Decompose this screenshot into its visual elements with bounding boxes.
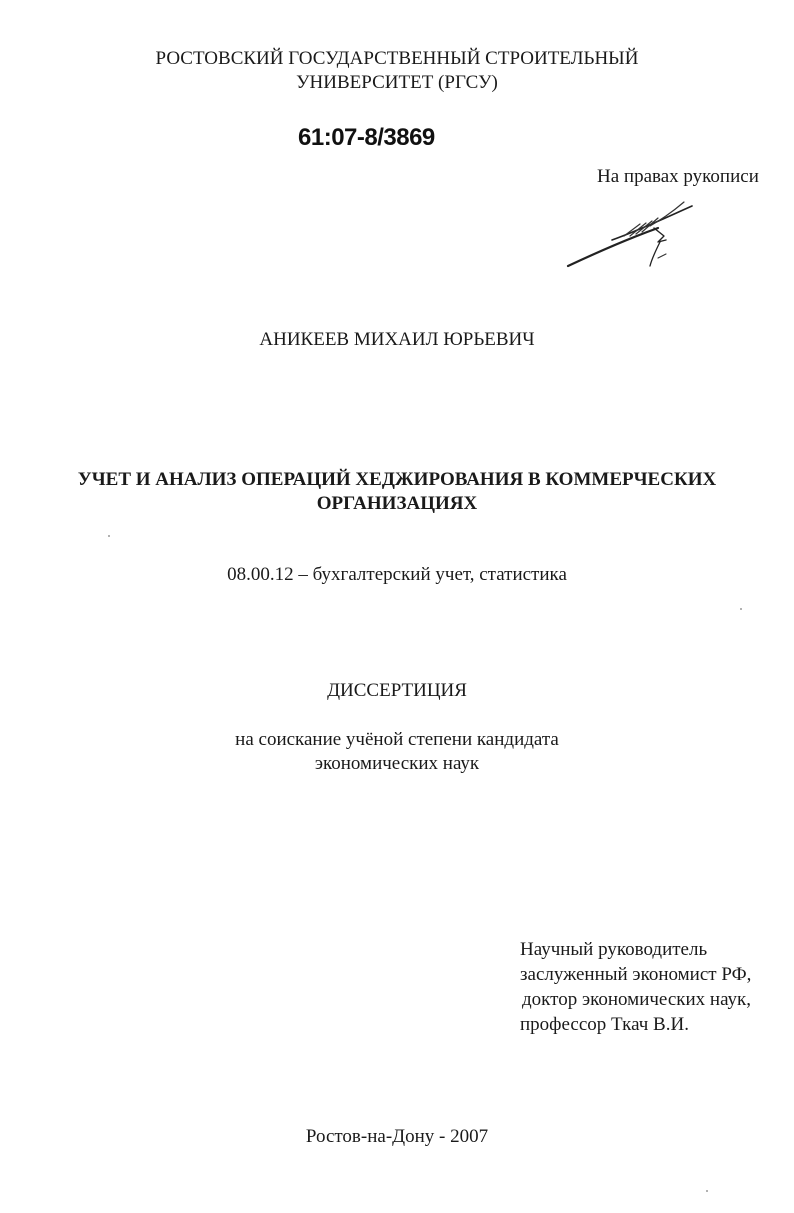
specialty-code: 08.00.12 – бухгалтерский учет, статистика: [227, 564, 567, 585]
scan-speck: [108, 535, 110, 537]
supervisor-line-3: доктор экономических наук,: [522, 989, 752, 1010]
rights-note: На правах рукописи: [597, 166, 759, 187]
supervisor-line-1: Научный руководитель: [520, 939, 708, 960]
supervisor-block: [520, 937, 751, 1037]
catalog-code: 61:07-8/3869: [298, 124, 435, 151]
author-name: АНИКЕЕВ МИХАИЛ ЮРЬЕВИЧ: [259, 329, 535, 350]
document-type: ДИССЕРТИЦИЯ: [327, 680, 467, 701]
supervisor-line-4: профессор Ткач В.И.: [520, 1014, 689, 1035]
scan-speck: [706, 1190, 708, 1192]
degree-line-1: на соискание учёной степени кандидата: [235, 729, 559, 750]
signature-icon: [560, 196, 710, 276]
dissertation-title: [0, 468, 794, 516]
dissertation-title-line-2: ОРГАНИЗАЦИЯХ: [316, 493, 478, 514]
supervisor-line-2: заслуженный экономист РФ,: [520, 964, 752, 985]
degree-line-2: экономических наук: [314, 753, 480, 774]
scan-speck: [740, 608, 742, 610]
university-name-line-1: РОСТОВСКИЙ ГОСУДАРСТВЕННЫЙ СТРОИТЕЛЬНЫЙ: [155, 48, 639, 69]
university-name-line-2: УНИВЕРСИТЕТ (РГСУ): [296, 72, 498, 93]
dissertation-title-line-1: УЧЕТ И АНАЛИЗ ОПЕРАЦИЙ ХЕДЖИРОВАНИЯ В КОММЕРЧЕСКИХ: [77, 469, 717, 490]
city-year: Ростов-на-Дону - 2007: [305, 1126, 489, 1147]
university-name: [0, 47, 794, 95]
degree-statement: [0, 728, 794, 776]
